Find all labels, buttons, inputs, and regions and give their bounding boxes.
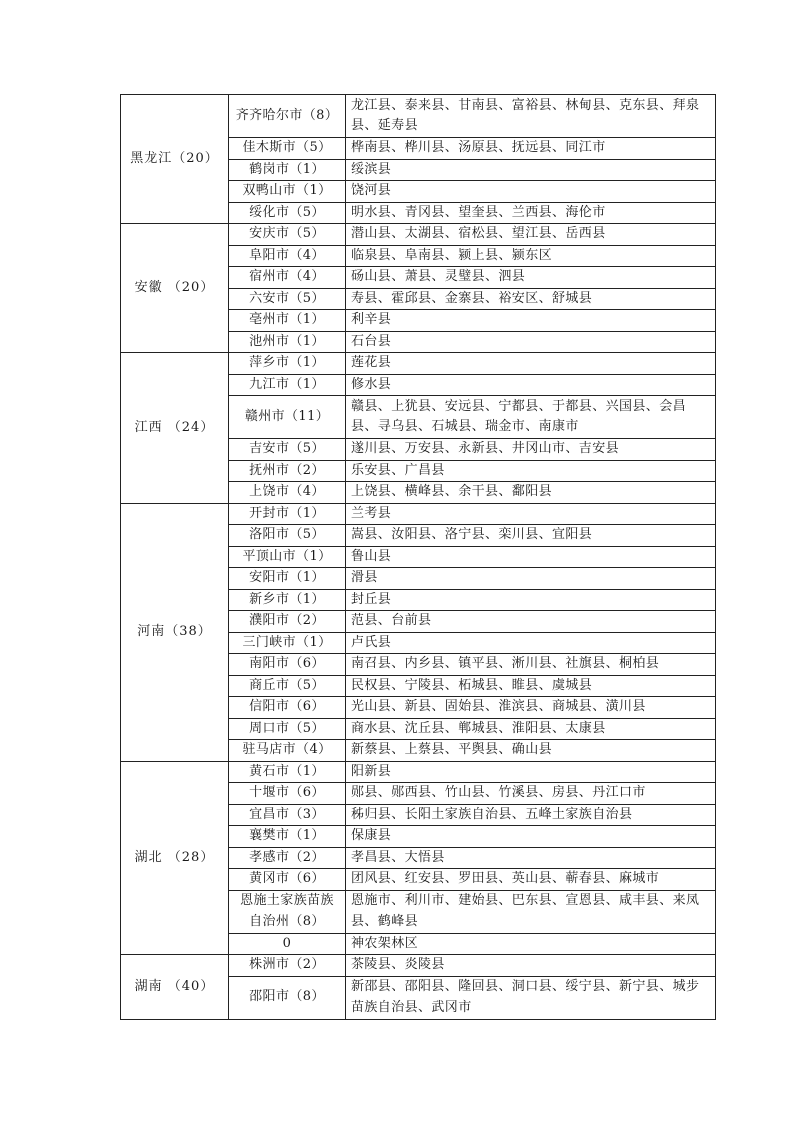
- counties-cell: 遂川县、万安县、永新县、井冈山市、吉安县: [346, 439, 716, 461]
- city-cell: 六安市（5）: [229, 288, 346, 310]
- city-cell: 0: [229, 933, 346, 955]
- city-cell: 阜阳市（4）: [229, 245, 346, 267]
- counties-cell: 潜山县、太湖县、宿松县、望江县、岳西县: [346, 224, 716, 246]
- city-cell: 吉安市（5）: [229, 439, 346, 461]
- counties-cell: 封丘县: [346, 589, 716, 611]
- counties-cell: 南召县、内乡县、镇平县、淅川县、社旗县、桐柏县: [346, 654, 716, 676]
- counties-cell: 茶陵县、炎陵县: [346, 955, 716, 977]
- counties-cell: 神农架林区: [346, 933, 716, 955]
- counties-cell: 嵩县、汝阳县、洛宁县、栾川县、宜阳县: [346, 525, 716, 547]
- city-cell: 宜昌市（3）: [229, 804, 346, 826]
- counties-cell: 范县、台前县: [346, 611, 716, 633]
- city-cell: 安庆市（5）: [229, 224, 346, 246]
- city-cell: 安阳市（1）: [229, 568, 346, 590]
- city-cell: 邵阳市（8）: [229, 976, 346, 1019]
- counties-cell: 郧县、郧西县、竹山县、竹溪县、房县、丹江口市: [346, 783, 716, 805]
- city-cell: 洛阳市（5）: [229, 525, 346, 547]
- city-cell: 新乡市（1）: [229, 589, 346, 611]
- counties-cell: 民权县、宁陵县、柘城县、睢县、虞城县: [346, 675, 716, 697]
- province-cell: 河南（38）: [121, 503, 229, 761]
- counties-cell: 修水县: [346, 374, 716, 396]
- province-cell: 黑龙江（20）: [121, 95, 229, 224]
- counties-cell: 新蔡县、上蔡县、平舆县、确山县: [346, 740, 716, 762]
- city-cell: 驻马店市（4）: [229, 740, 346, 762]
- city-cell: 恩施土家族苗族自治州（8）: [229, 890, 346, 933]
- city-cell: 鹤岗市（1）: [229, 159, 346, 181]
- counties-cell: 新邵县、邵阳县、隆回县、洞口县、绥宁县、新宁县、城步苗族自治县、武冈市: [346, 976, 716, 1019]
- province-cell: 湖北 （28）: [121, 761, 229, 955]
- city-cell: 上饶市（4）: [229, 482, 346, 504]
- counties-cell: 孝昌县、大悟县: [346, 847, 716, 869]
- table-row: [121, 95, 716, 138]
- counties-cell: 上饶县、横峰县、余干县、鄱阳县: [346, 482, 716, 504]
- city-cell: 孝感市（2）: [229, 847, 346, 869]
- counties-cell: 恩施市、利川市、建始县、巴东县、宣恩县、咸丰县、来凤县、鹤峰县: [346, 890, 716, 933]
- city-cell: 池州市（1）: [229, 331, 346, 353]
- counties-cell: 阳新县: [346, 761, 716, 783]
- counties-cell: 饶河县: [346, 181, 716, 203]
- city-cell: 信阳市（6）: [229, 697, 346, 719]
- city-cell: 绥化市（5）: [229, 202, 346, 224]
- counties-cell: 石台县: [346, 331, 716, 353]
- city-cell: 平顶山市（1）: [229, 546, 346, 568]
- city-cell: 南阳市（6）: [229, 654, 346, 676]
- counties-cell: 临泉县、阜南县、颍上县、颍东区: [346, 245, 716, 267]
- city-cell: 黄冈市（6）: [229, 869, 346, 891]
- counties-cell: 鲁山县: [346, 546, 716, 568]
- city-cell: 襄樊市（1）: [229, 826, 346, 848]
- city-cell: 十堰市（6）: [229, 783, 346, 805]
- province-cell: 安徽 （20）: [121, 224, 229, 353]
- city-cell: 三门峡市（1）: [229, 632, 346, 654]
- counties-cell: 秭归县、长阳土家族自治县、五峰土家族自治县: [346, 804, 716, 826]
- province-cell: 江西 （24）: [121, 353, 229, 504]
- city-cell: 萍乡市（1）: [229, 353, 346, 375]
- table-row: [121, 224, 716, 246]
- city-cell: 抚州市（2）: [229, 460, 346, 482]
- table-row: [121, 761, 716, 783]
- city-cell: 商丘市（5）: [229, 675, 346, 697]
- city-cell: 九江市（1）: [229, 374, 346, 396]
- table-row: [121, 503, 716, 525]
- city-cell: 双鸭山市（1）: [229, 181, 346, 203]
- counties-cell: 砀山县、萧县、灵璧县、泗县: [346, 267, 716, 289]
- counties-cell: 赣县、上犹县、安远县、宁都县、于都县、兴国县、会昌县、寻乌县、石城县、瑞金市、南康市: [346, 396, 716, 439]
- counties-cell: 卢氏县: [346, 632, 716, 654]
- counties-cell: 桦南县、桦川县、汤原县、抚远县、同江市: [346, 138, 716, 160]
- counties-cell: 滑县: [346, 568, 716, 590]
- counties-cell: 保康县: [346, 826, 716, 848]
- province-cell: 湖南 （40）: [121, 955, 229, 1020]
- city-cell: 开封市（1）: [229, 503, 346, 525]
- counties-cell: 利辛县: [346, 310, 716, 332]
- city-cell: 赣州市（11）: [229, 396, 346, 439]
- table-row: [121, 955, 716, 977]
- counties-cell: 兰考县: [346, 503, 716, 525]
- city-cell: 佳木斯市（5）: [229, 138, 346, 160]
- county-list-table: [120, 94, 716, 1020]
- counties-cell: 绥滨县: [346, 159, 716, 181]
- table-body: [121, 95, 716, 1020]
- counties-cell: 团风县、红安县、罗田县、英山县、蕲春县、麻城市: [346, 869, 716, 891]
- city-cell: 濮阳市（2）: [229, 611, 346, 633]
- city-cell: 齐齐哈尔市（8）: [229, 95, 346, 138]
- city-cell: 黄石市（1）: [229, 761, 346, 783]
- city-cell: 株洲市（2）: [229, 955, 346, 977]
- counties-cell: 寿县、霍邱县、金寨县、裕安区、舒城县: [346, 288, 716, 310]
- city-cell: 亳州市（1）: [229, 310, 346, 332]
- counties-cell: 龙江县、泰来县、甘南县、富裕县、林甸县、克东县、拜泉县、延寿县: [346, 95, 716, 138]
- counties-cell: 莲花县: [346, 353, 716, 375]
- counties-cell: 光山县、新县、固始县、淮滨县、商城县、潢川县: [346, 697, 716, 719]
- counties-cell: 乐安县、广昌县: [346, 460, 716, 482]
- counties-cell: 明水县、青冈县、望奎县、兰西县、海伦市: [346, 202, 716, 224]
- table-row: [121, 353, 716, 375]
- counties-cell: 商水县、沈丘县、郸城县、淮阳县、太康县: [346, 718, 716, 740]
- city-cell: 宿州市（4）: [229, 267, 346, 289]
- city-cell: 周口市（5）: [229, 718, 346, 740]
